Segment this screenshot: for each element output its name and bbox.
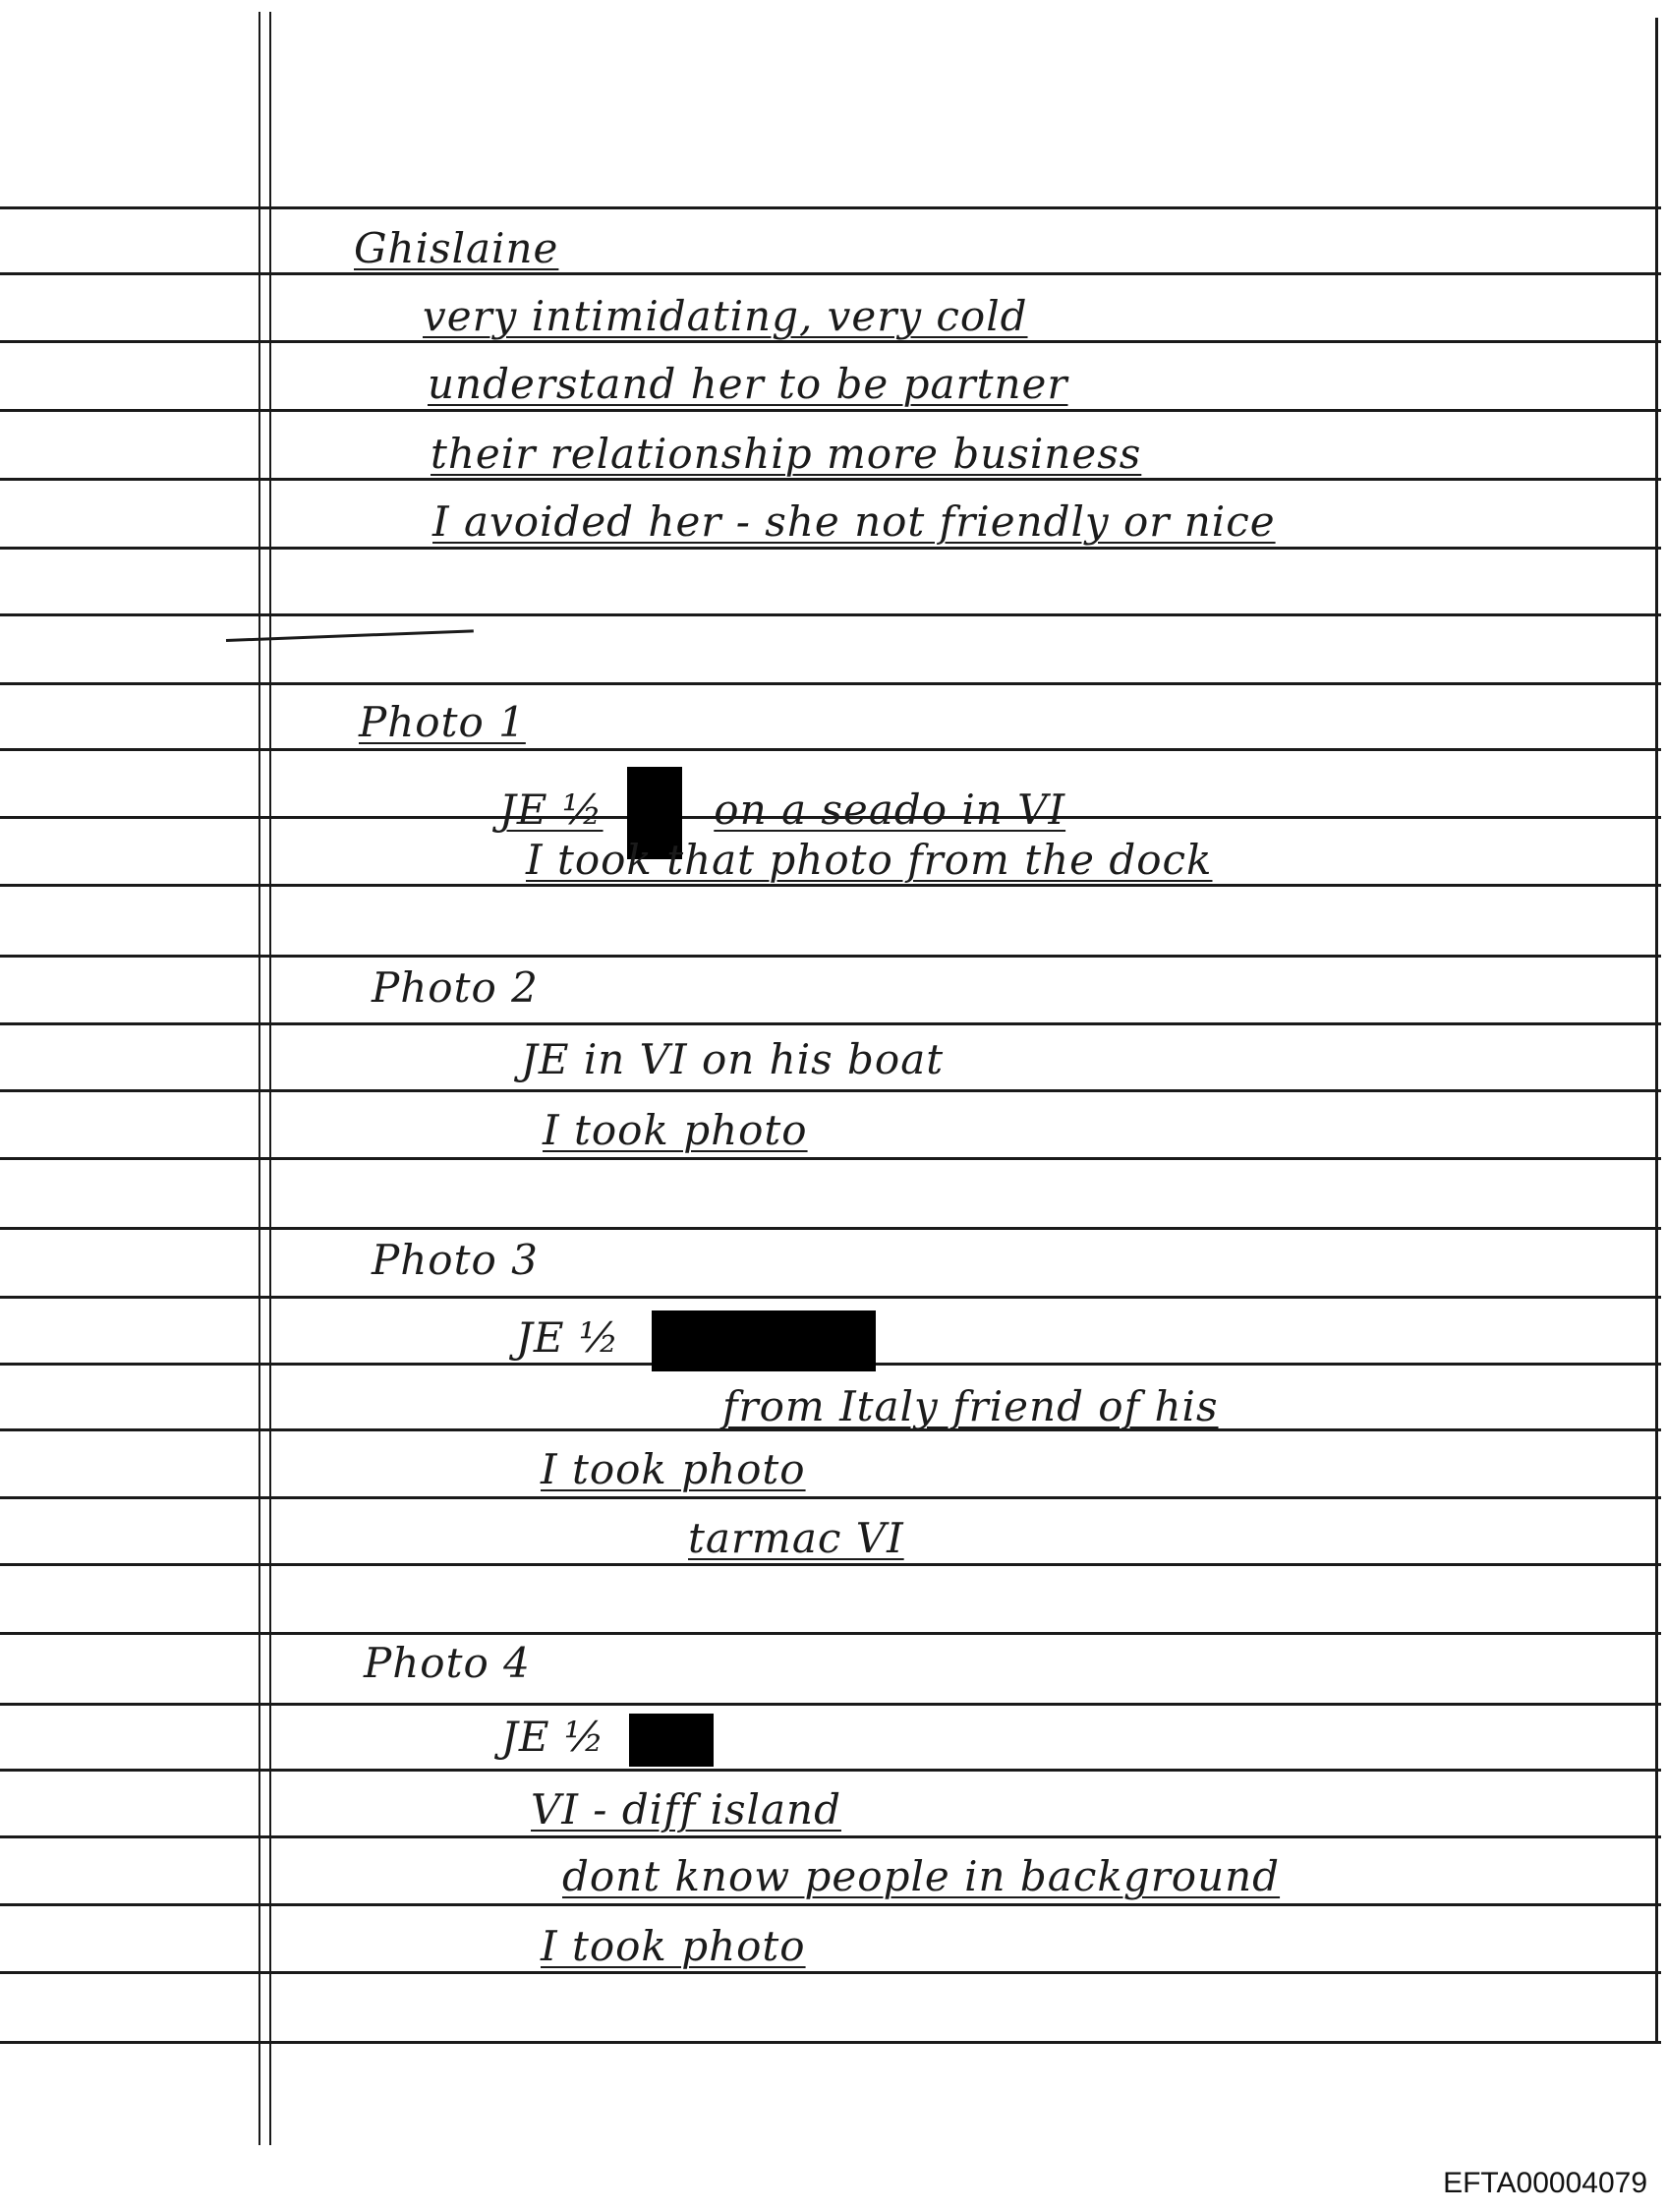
margin-line-right [269,12,271,2145]
margin-line-left [259,12,260,2145]
photo-3-detail: I took photo [541,1445,806,1493]
photo-2-subject: JE in VI on his boat [521,1035,945,1083]
ruled-line [0,1903,1661,1906]
ruled-line [0,1089,1661,1092]
ruled-line [0,272,1661,275]
photo-4-subject-prefix: JE ½ [501,1713,605,1761]
ruled-line [0,1496,1661,1499]
photo-2-detail: I took photo [543,1106,808,1154]
photo-4-detail: I took photo [541,1922,806,1970]
ruled-line [0,682,1661,685]
ruled-line [0,409,1661,412]
ruled-line [0,613,1661,616]
heading-photo-3: Photo 3 [372,1236,539,1284]
redaction-box [629,1714,714,1767]
ruled-line [0,1022,1661,1025]
ghislaine-line-4: I avoided her - she not friendly or nice [432,497,1276,546]
ruled-line [0,206,1661,209]
ruled-line [0,955,1661,958]
heading-photo-1: Photo 1 [359,698,526,746]
ruled-line [0,1296,1661,1299]
ruled-line [0,748,1661,751]
photo-3-subject-prefix: JE ½ [516,1313,620,1362]
redaction-box [652,1310,876,1371]
document-id: EFTA00004079 [1443,2167,1647,2199]
photo-4-location: VI - diff island [531,1785,841,1834]
section-separator-stroke [226,629,474,642]
ghislaine-line-3: their relationship more business [431,430,1142,478]
ruled-line [0,1632,1661,1635]
ruled-line [0,1563,1661,1566]
ghislaine-line-2: understand her to be partner [428,360,1068,408]
heading-ghislaine: Ghislaine [354,224,559,272]
ruled-line [0,1769,1661,1772]
photo-4-subject [501,1713,714,1767]
photo-3-origin: from Italy friend of his [722,1382,1219,1430]
photo-3-subject [516,1310,876,1371]
page-right-edge [1655,18,1658,2043]
photo-3-location: tarmac VI [688,1514,904,1562]
ruled-line [0,547,1661,550]
ruled-line [0,1835,1661,1838]
photo-1-subject-prefix: JE ½ [499,786,604,834]
photo-4-background-note: dont know people in background [562,1852,1281,1900]
heading-photo-2: Photo 2 [372,963,539,1012]
ruled-line [0,1227,1661,1230]
heading-photo-4: Photo 4 [364,1639,531,1687]
ruled-line [0,2041,1661,2044]
photo-1-subject-suffix: on a seado in VI [714,786,1066,834]
ruled-line [0,1971,1661,1974]
photo-1-detail: I took that photo from the dock [526,836,1213,884]
ruled-line [0,1157,1661,1160]
ruled-line [0,1703,1661,1706]
ghislaine-line-1: very intimidating, very cold [423,292,1028,340]
